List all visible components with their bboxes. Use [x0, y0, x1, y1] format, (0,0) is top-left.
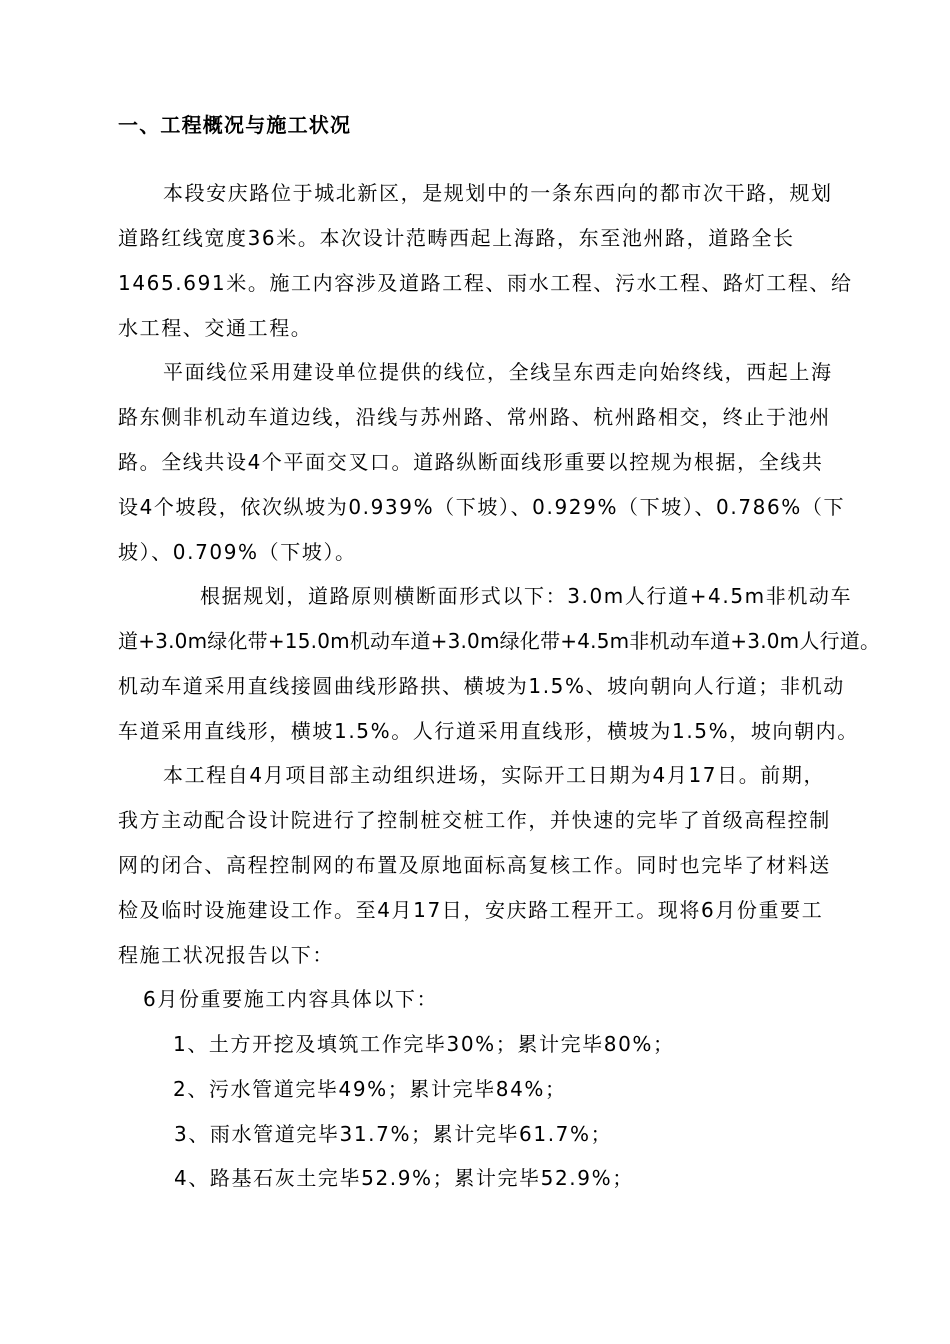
paragraph-line: 我方主动配合设计院进行了控制桩交桩工作，并快速的完毕了首级高程控制 [118, 808, 831, 832]
paragraph-line: 路。全线共设4个平面交叉口。道路纵断面线形重要以控规为根据，全线共 [118, 450, 824, 474]
list-item: 4、路基石灰土完毕52.9%；累计完毕52.9%； [174, 1166, 634, 1190]
paragraph-line: 网的闭合、高程控制网的布置及原地面标高复核工作。同时也完毕了材料送 [118, 853, 831, 877]
paragraph-line: 设4个坡段，依次纵坡为0.939%（下坡）、0.929%（下坡）、0.786%（下 [118, 495, 846, 519]
paragraph-line: 机动车道采用直线接圆曲线形路拱、横坡为1.5%、坡向朝向人行道；非机动 [118, 674, 845, 698]
paragraph-line: 车道采用直线形，横坡1.5%。人行道采用直线形，横坡为1.5%，坡向朝内。 [118, 719, 859, 743]
paragraph-line: 根据规划，道路原则横断面形式以下：3.0m人行道+4.5m非机动车 [200, 584, 853, 608]
paragraph-line: 平面线位采用建设单位提供的线位，全线呈东西走向始终线，西起上海 [163, 360, 833, 384]
paragraph-line: 水工程、交通工程。 [118, 316, 313, 340]
section-heading: 一、工程概况与施工状况 [118, 113, 352, 137]
paragraph-line: 本段安庆路位于城北新区，是规划中的一条东西向的都市次干路，规划 [163, 181, 833, 205]
paragraph-line: 道+3.0m绿化带+15.0m机动车道+3.0m绿化带+4.5m非机动车道+3.0m人行道。 [118, 629, 881, 653]
paragraph-line: 道路红线宽度36米。本次设计范畴西起上海路，东至池州路，道路全长 [118, 226, 795, 250]
paragraph-line: 程施工状况报告以下： [118, 943, 334, 967]
paragraph-line: 本工程自4月项目部主动组织进场，实际开工日期为4月17日。前期， [163, 763, 826, 787]
list-item: 2、污水管道完毕49%；累计完毕84%； [173, 1077, 567, 1101]
paragraph-line: 检及临时设施建设工作。至4月17日，安庆路工程开工。现将6月份重要工 [118, 898, 824, 922]
paragraph-line: 1465.691米。施工内容涉及道路工程、雨水工程、污水工程、路灯工程、给 [118, 271, 853, 295]
paragraph-line: 路东侧非机动车道边线，沿线与苏州路、常州路、杭州路相交，终止于池州 [118, 405, 831, 429]
list-item: 1、土方开挖及填筑工作完毕30%；累计完毕80%； [173, 1032, 675, 1056]
list-item: 3、雨水管道完毕31.7%；累计完毕61.7%； [174, 1122, 613, 1146]
list-intro: 6月份重要施工内容具体以下： [143, 987, 439, 1011]
paragraph-line: 坡）、0.709%（下坡）。 [118, 540, 357, 564]
